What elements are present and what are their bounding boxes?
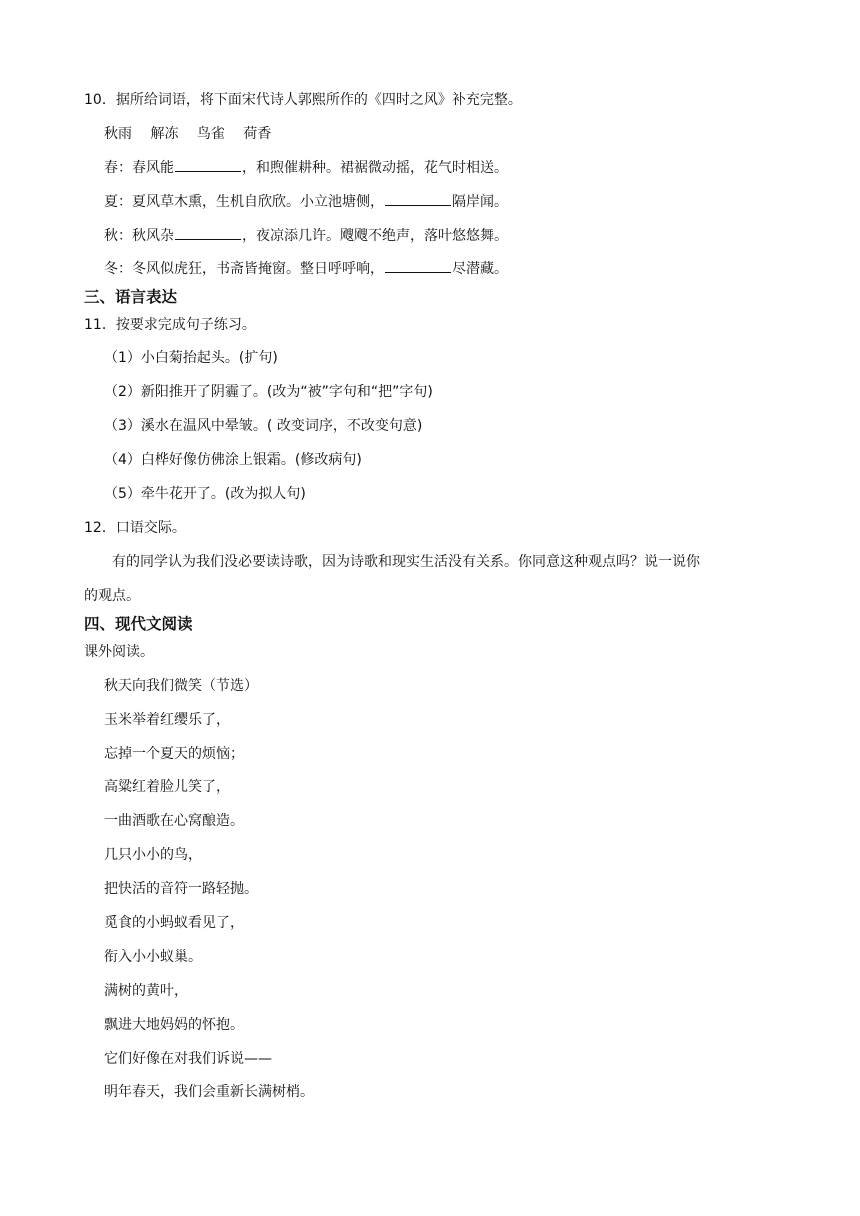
summer-text-b: 隔岸闻。: [452, 194, 508, 210]
section-3-title: 三、语言表达: [84, 288, 178, 306]
poem-line: 飘进大地妈妈的怀抱。: [104, 1017, 244, 1033]
spring-blank[interactable]: [175, 158, 241, 172]
q11-item: （5）牵牛花开了。(改为拟人句): [104, 486, 306, 502]
summer-text-a: 夏：夏风草木熏，生机自欣欣。小立池塘侧，: [104, 194, 384, 210]
q12-text-line1: 有的同学认为我们没必要读诗歌，因为诗歌和现实生活没有关系。你同意这种观点吗？说一说你: [112, 554, 700, 570]
winter-text-b: 尽潜藏。: [452, 261, 508, 277]
poem-line: 明年春天，我们会重新长满树梢。: [104, 1084, 314, 1100]
q11-item: （3）溪水在温风中晕皱。( 改变词序，不改变句意): [104, 418, 423, 434]
q11-item: （4）白桦好像仿佛涂上银霜。(修改病句): [104, 452, 362, 468]
spring-text-b: ，和煦催耕种。裙裾微动摇，花气时相送。: [242, 160, 508, 176]
poem-line: 把快活的音符一路轻抛。: [104, 881, 258, 897]
poem-line: 玉米举着红缨乐了，: [104, 712, 230, 728]
q11-item: （1）小白菊抬起头。(扩句): [104, 350, 278, 366]
q10-spring-line: [104, 158, 508, 178]
winter-blank[interactable]: [385, 259, 451, 273]
poem-line: 一曲酒歌在心窝酿造。: [104, 813, 244, 829]
autumn-text-a: 秋：秋风杂: [104, 228, 174, 244]
spring-text-a: 春：春风能: [104, 160, 174, 176]
poem-line: 高粱红着脸儿笑了，: [104, 779, 230, 795]
poem-line: 几只小小的鸟，: [104, 847, 202, 863]
section-4-title: 四、现代文阅读: [84, 615, 193, 633]
poem-title: 秋天向我们微笑（节选）: [104, 678, 258, 694]
reading-intro: 课外阅读。: [84, 644, 154, 660]
q12-prompt: 12．口语交际。: [84, 520, 186, 536]
poem-line: 衔入小小蚁巢。: [104, 949, 202, 965]
q10-summer-line: [104, 192, 508, 212]
poem-line: 忘掉一个夏天的烦恼；: [104, 746, 244, 762]
poem-line: 它们好像在对我们诉说——: [104, 1051, 272, 1067]
q10-word-bank: 秋雨 解冻 鸟雀 荷香: [104, 126, 272, 142]
poem-line: 满树的黄叶，: [104, 983, 188, 999]
poem-line: 觅食的小蚂蚁看见了，: [104, 915, 244, 931]
q10-autumn-line: [104, 226, 508, 246]
autumn-text-b: ，夜凉添几许。飕飕不绝声，落叶悠悠舞。: [242, 228, 508, 244]
summer-blank[interactable]: [385, 192, 451, 206]
q12-text-line2: 的观点。: [84, 588, 140, 604]
q10-winter-line: [104, 259, 508, 279]
autumn-blank[interactable]: [175, 226, 241, 240]
winter-text-a: 冬：冬风似虎狂，书斋皆掩窗。整日呼呼响，: [104, 261, 384, 277]
q11-item: （2）新阳推开了阴霾了。(改为“被”字句和“把”字句): [104, 384, 433, 400]
q11-prompt: 11．按要求完成句子练习。: [84, 317, 256, 333]
q10-prompt: 10．据所给词语，将下面宋代诗人郭熙所作的《四时之风》补充完整。: [84, 92, 522, 108]
